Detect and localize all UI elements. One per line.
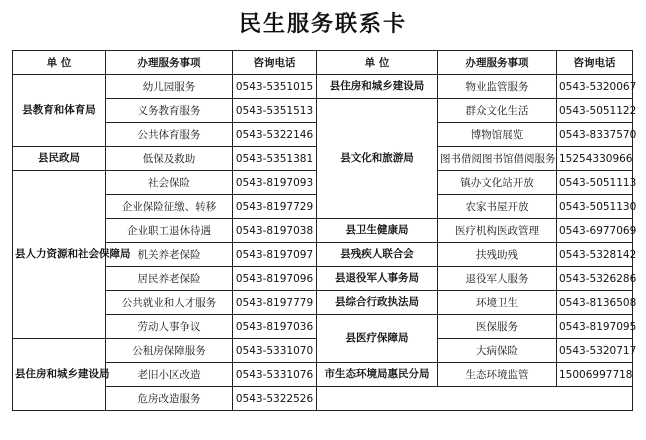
phone-cell: 0543-5051113: [557, 171, 633, 195]
service-cell: 镇办文化站开放: [438, 171, 557, 195]
phone-cell: 0543-5331070: [233, 339, 317, 363]
dept-cell: 县住房和城乡建设局: [317, 75, 438, 99]
table-row: [13, 387, 633, 411]
service-cell: 物业监管服务: [438, 75, 557, 99]
phone-cell: 0543-8197096: [233, 267, 317, 291]
service-cell: 危房改造服务: [106, 387, 233, 411]
table-row: [13, 219, 633, 243]
service-cell: 医疗机构医政管理: [438, 219, 557, 243]
phone-cell: 0543-5322146: [233, 123, 317, 147]
service-cell: 图书借阅图书馆借阅服务: [438, 147, 557, 171]
service-cell: 环境卫生: [438, 291, 557, 315]
phone-cell: 0543-5320717: [557, 339, 633, 363]
table-row: [13, 291, 633, 315]
dept-cell: 县人力资源和社会保障局: [13, 171, 106, 339]
phone-cell: 0543-5051130: [557, 195, 633, 219]
header-row: [13, 51, 633, 75]
dept-cell: 县卫生健康局: [317, 219, 438, 243]
service-cell: 社会保险: [106, 171, 233, 195]
service-cell: 劳动人事争议: [106, 315, 233, 339]
phone-cell: 15006997718: [557, 363, 633, 387]
phone-cell: 0543-8197036: [233, 315, 317, 339]
phone-cell: 0543-5051122: [557, 99, 633, 123]
table-row: [13, 75, 633, 99]
service-cell: 退役军人服务: [438, 267, 557, 291]
phone-cell: 0543-5322526: [233, 387, 317, 411]
phone-cell: 0543-8197095: [557, 315, 633, 339]
service-cell: 企业保险征缴、转移: [106, 195, 233, 219]
dept-cell: 县退役军人事务局: [317, 267, 438, 291]
service-cell: 公共体育服务: [106, 123, 233, 147]
page-title: 民生服务联系卡: [238, 11, 407, 37]
service-cell: 机关养老保险: [106, 243, 233, 267]
service-cell: 老旧小区改造: [106, 363, 233, 387]
phone-cell: 0543-5320067: [557, 75, 633, 99]
service-cell: 医保服务: [438, 315, 557, 339]
table-row: [13, 267, 633, 291]
dept-cell: 县民政局: [13, 147, 106, 171]
service-cell: 群众文化生活: [438, 99, 557, 123]
header-unit: 单 位: [13, 51, 106, 75]
empty-cell: [317, 387, 633, 411]
phone-cell: 15254330966: [557, 147, 633, 171]
service-cell: 义务教育服务: [106, 99, 233, 123]
service-cell: 低保及救助: [106, 147, 233, 171]
phone-cell: 0543-5328142: [557, 243, 633, 267]
phone-cell: 0543-8197779: [233, 291, 317, 315]
header-unit: 单 位: [317, 51, 438, 75]
header-service: 办理服务事项: [106, 51, 233, 75]
header-phone: 咨询电话: [233, 51, 317, 75]
service-cell: 企业职工退休待遇: [106, 219, 233, 243]
phone-cell: 0543-8197729: [233, 195, 317, 219]
dept-cell: 县综合行政执法局: [317, 291, 438, 315]
service-cell: 生态环境监管: [438, 363, 557, 387]
phone-cell: 0543-8197093: [233, 171, 317, 195]
service-cell: 农家书屋开放: [438, 195, 557, 219]
dept-cell: 县教育和体育局: [13, 75, 106, 147]
phone-cell: 0543-5351513: [233, 99, 317, 123]
dept-cell: 县医疗保障局: [317, 315, 438, 363]
contact-table: [12, 50, 637, 411]
header-service: 办理服务事项: [438, 51, 557, 75]
phone-cell: 0543-8197038: [233, 219, 317, 243]
service-cell: 公租房保障服务: [106, 339, 233, 363]
header-phone: 咨询电话: [557, 51, 633, 75]
service-cell: 幼儿园服务: [106, 75, 233, 99]
dept-cell: 市生态环境局惠民分局: [317, 363, 438, 387]
phone-cell: 0543-6977069: [557, 219, 633, 243]
dept-cell: 县残疾人联合会: [317, 243, 438, 267]
service-cell: 公共就业和人才服务: [106, 291, 233, 315]
phone-cell: 0543-5331076: [233, 363, 317, 387]
service-cell: 扶残助残: [438, 243, 557, 267]
dept-cell: 县文化和旅游局: [317, 99, 438, 219]
phone-cell: 0543-5351381: [233, 147, 317, 171]
phone-cell: 0543-5326286: [557, 267, 633, 291]
service-cell: 居民养老保险: [106, 267, 233, 291]
phone-cell: 0543-8136508: [557, 291, 633, 315]
dept-cell: 县住房和城乡建设局: [13, 339, 106, 411]
service-cell: 大病保险: [438, 339, 557, 363]
phone-cell: 0543-8337570: [557, 123, 633, 147]
table-row: [13, 315, 633, 339]
table-row: [13, 99, 633, 123]
phone-cell: 0543-5351015: [233, 75, 317, 99]
service-cell: 博物馆展览: [438, 123, 557, 147]
phone-cell: 0543-8197097: [233, 243, 317, 267]
